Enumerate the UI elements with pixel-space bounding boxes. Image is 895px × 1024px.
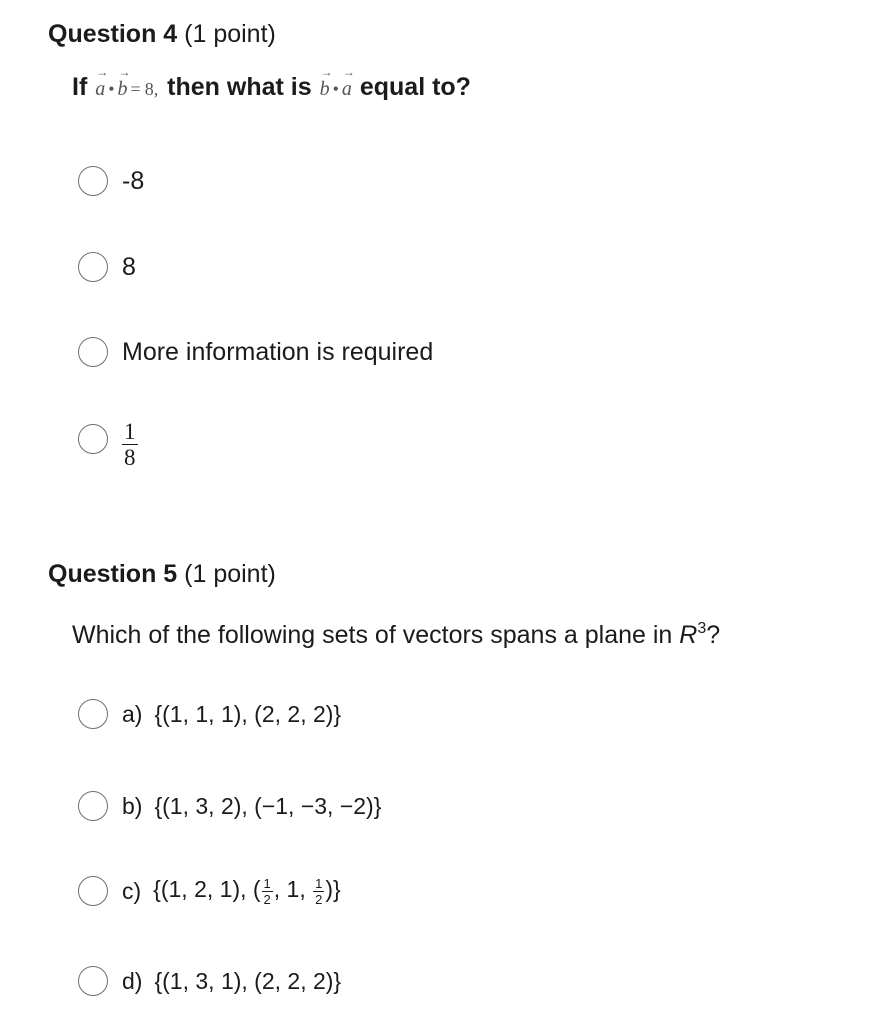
q5-option-b[interactable] [78, 789, 381, 823]
question-5-points: (1 point) [184, 560, 276, 588]
option-letter: a) [122, 700, 143, 727]
fraction-numerator: 1 [263, 875, 271, 891]
prompt-mid: then what is [167, 73, 312, 101]
fraction-denominator: 2 [315, 891, 323, 907]
vector-arrow-icon: → [96, 65, 109, 79]
vector-set-prefix: {(1, 2, 1), ( [153, 876, 261, 903]
fraction-one-eighth [122, 420, 138, 469]
vector-set-mid: , 1, [273, 876, 306, 903]
fraction-denominator: 2 [263, 891, 271, 907]
question-4-prompt [72, 65, 471, 102]
vector-set-suffix: )} [325, 876, 341, 903]
radio-button[interactable] [78, 876, 108, 906]
fraction-one-half [313, 877, 324, 906]
vector-arrow-icon: → [320, 65, 333, 79]
prompt-end: ? [706, 621, 721, 649]
prompt-suffix: equal to? [359, 73, 471, 101]
vector-a: → a [341, 65, 355, 100]
q5-option-d[interactable] [78, 964, 341, 998]
radio-button[interactable] [78, 424, 108, 454]
fraction-numerator: 1 [124, 419, 136, 444]
question-5-label: Question 5 [48, 560, 178, 588]
option-letter: b) [122, 792, 143, 819]
radio-button[interactable] [78, 337, 108, 367]
vector-arrow-icon: → [118, 65, 131, 79]
question-5-prompt [72, 620, 720, 650]
prompt-text: Which of the following sets of vectors spans a plane in [72, 621, 673, 649]
radio-button[interactable] [78, 966, 108, 996]
option-letter: d) [122, 967, 143, 994]
option-letter: c) [122, 877, 142, 904]
radio-button[interactable] [78, 166, 108, 196]
q5-option-a[interactable] [78, 697, 341, 731]
space-symbol: R [679, 621, 698, 649]
question-4-label: Question 4 [48, 20, 178, 48]
option-label: 8 [122, 252, 136, 281]
question-4-points: (1 point) [184, 20, 276, 48]
option-label: More information is required [122, 337, 434, 366]
q4-option-1[interactable] [78, 164, 144, 198]
q4-option-2[interactable] [78, 250, 136, 284]
prompt-prefix: If [72, 73, 88, 101]
q4-option-3[interactable] [78, 335, 433, 369]
option-vector-set: {(1, 1, 1), (2, 2, 2)} [154, 700, 342, 727]
fraction-numerator: 1 [315, 875, 323, 891]
fraction-denominator: 8 [124, 445, 136, 470]
vector-b: → b [117, 65, 131, 100]
vector-a: → a [95, 65, 109, 100]
q4-option-4[interactable] [78, 420, 139, 480]
dot-product-value: 8, [144, 79, 159, 99]
question-4-header [48, 20, 276, 49]
question-5-header [48, 560, 276, 589]
vector-b: → b [319, 65, 333, 100]
dot-operator: • [108, 79, 115, 99]
radio-button[interactable] [78, 699, 108, 729]
option-vector-set: {(1, 3, 2), (−1, −3, −2)} [154, 792, 382, 819]
dot-operator: • [332, 79, 339, 99]
option-vector-set [153, 876, 341, 905]
option-label: -8 [122, 166, 145, 195]
equals-sign: = [130, 79, 141, 99]
vector-arrow-icon: → [342, 65, 355, 79]
fraction-one-half [262, 877, 273, 906]
radio-button[interactable] [78, 791, 108, 821]
radio-button[interactable] [78, 252, 108, 282]
q5-option-c[interactable] [78, 874, 341, 908]
option-vector-set: {(1, 3, 1), (2, 2, 2)} [154, 967, 342, 994]
space-exponent: 3 [697, 620, 707, 637]
